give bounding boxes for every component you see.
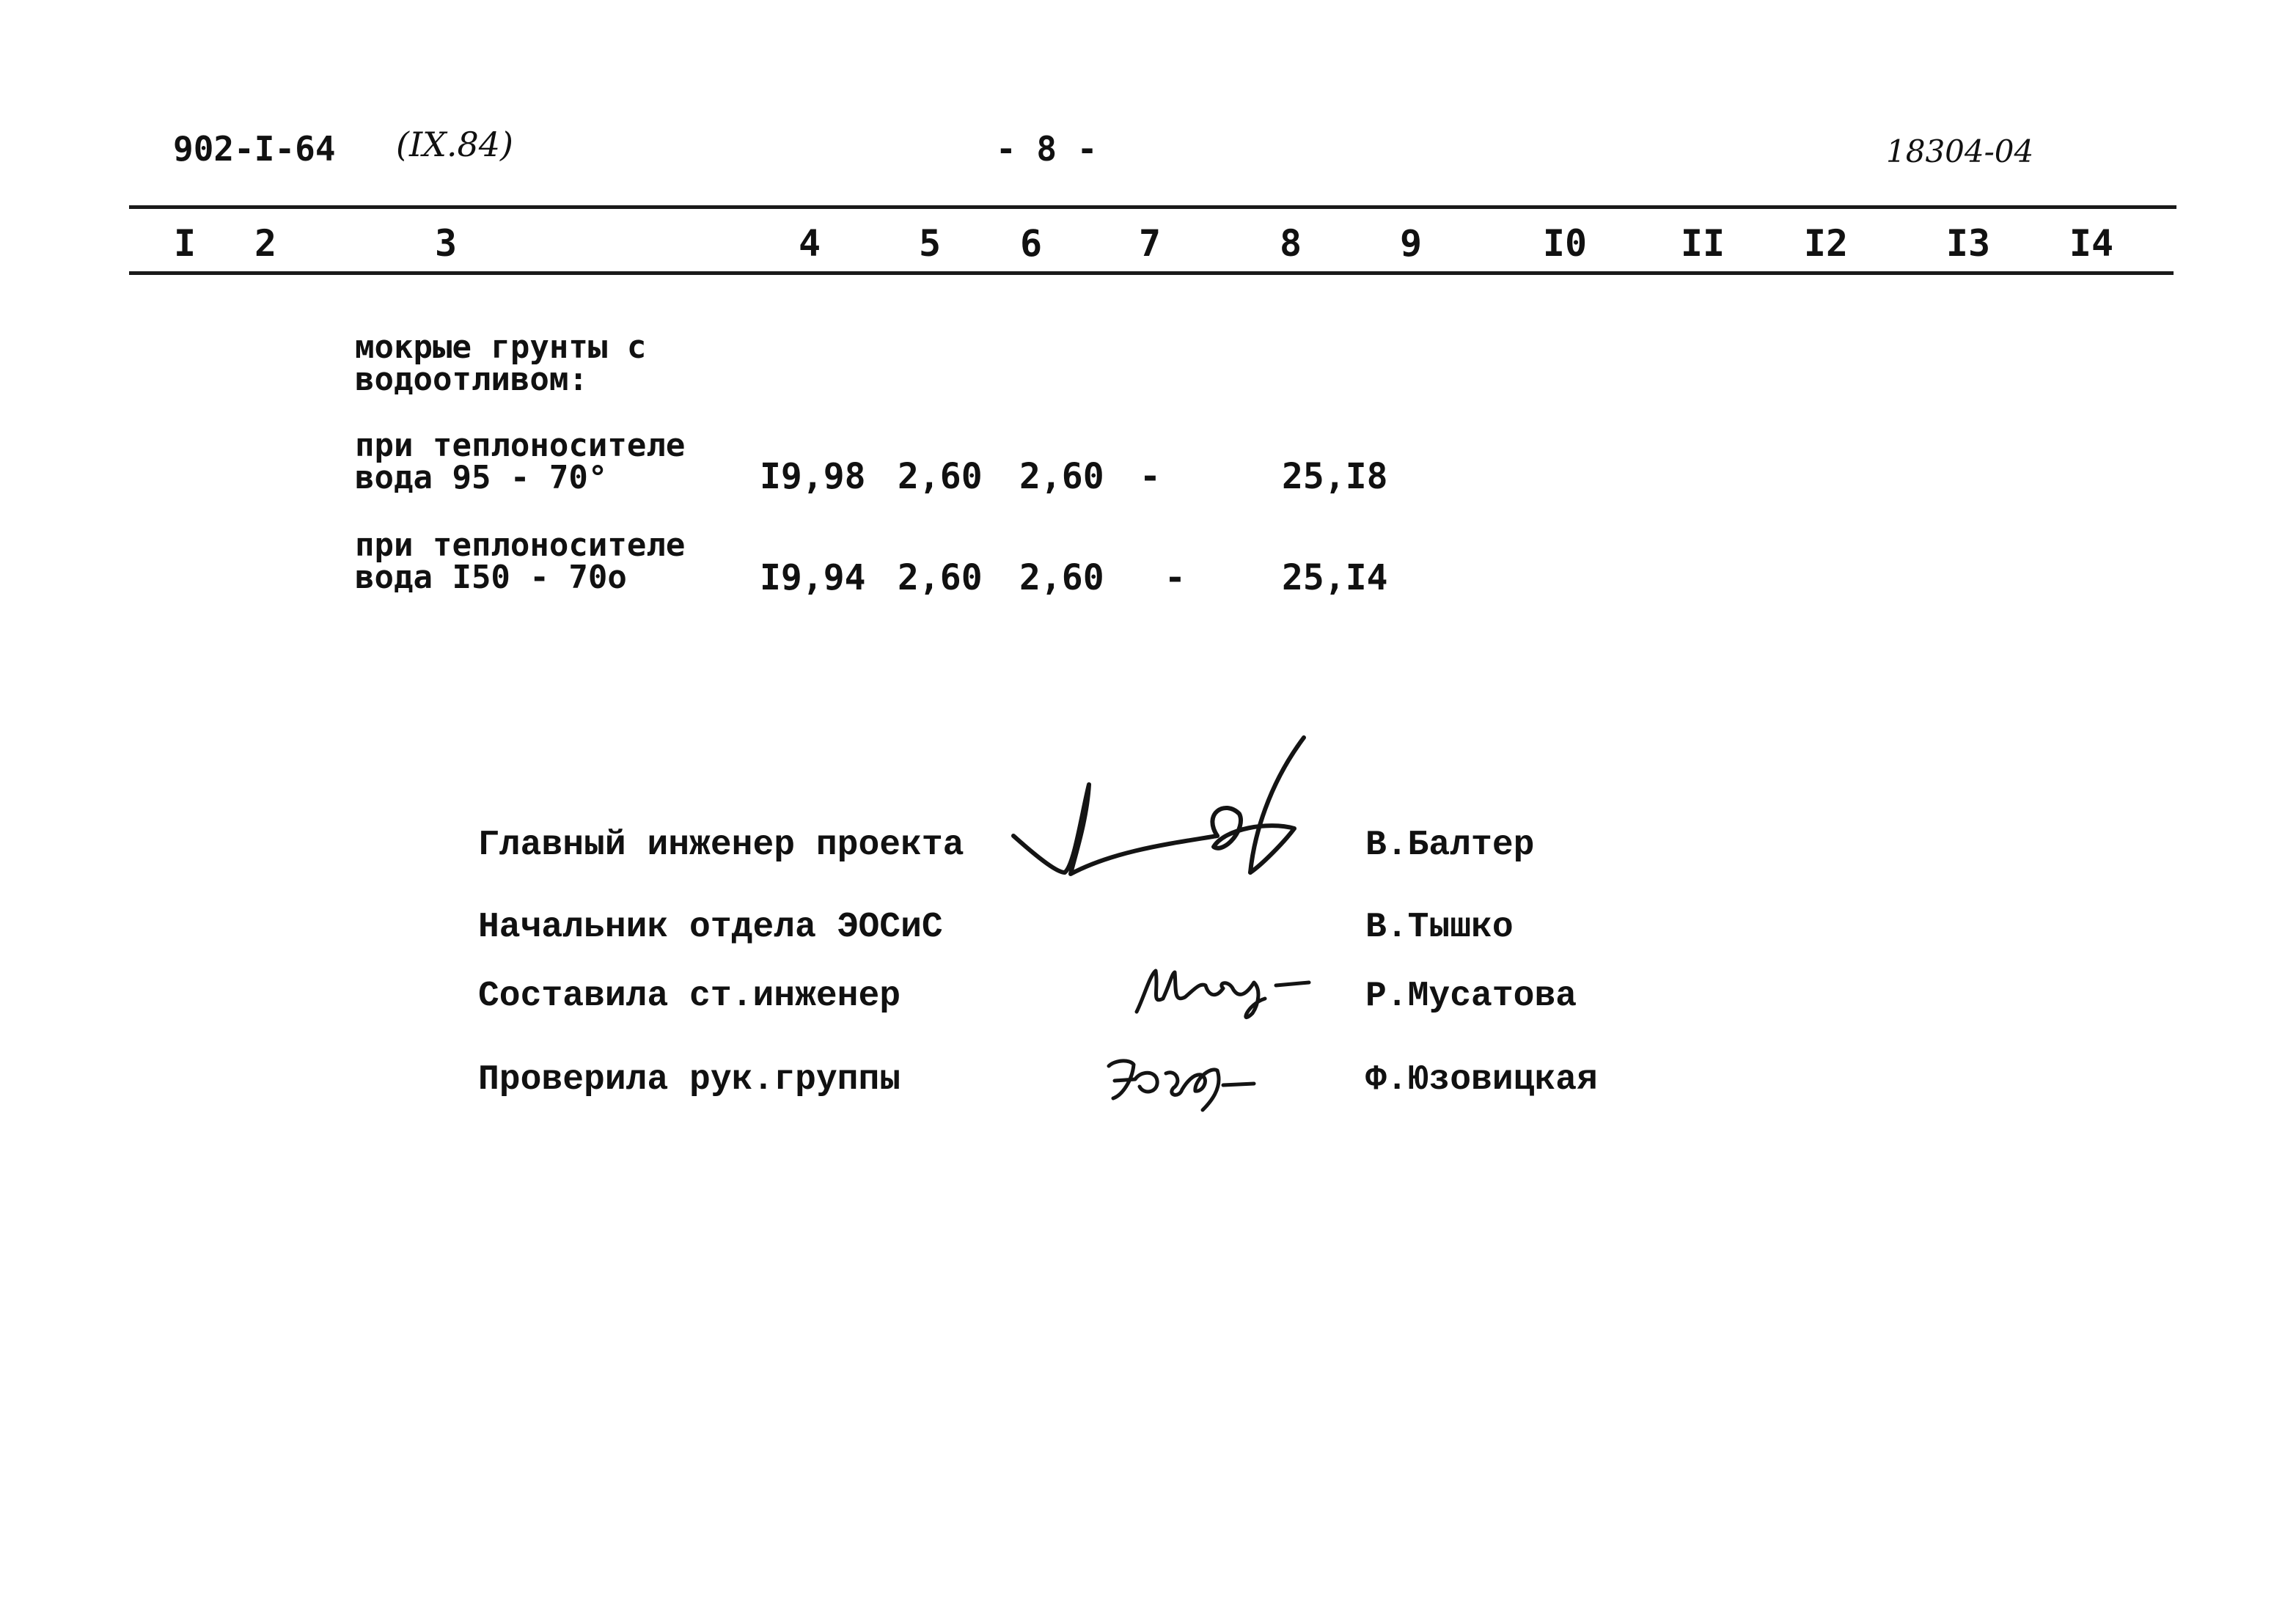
document-date: (IX.84) — [396, 125, 513, 164]
column-number: 9 — [1399, 222, 1423, 265]
row2-label-line2: вода I50 - 70o — [355, 559, 627, 596]
row1-col8: 25,I8 — [1282, 456, 1388, 497]
column-number: 2 — [254, 222, 277, 265]
signature-name-department-head: В.Тышко — [1365, 908, 1514, 947]
row1-col4: I9,98 — [760, 456, 866, 497]
row1-label-line1: при теплоносителе — [355, 427, 686, 464]
row2-col7: - — [1164, 557, 1186, 598]
row1-col5: 2,60 — [898, 456, 983, 497]
column-number: 7 — [1138, 222, 1162, 265]
column-number: I3 — [1945, 222, 1991, 265]
column-number: I0 — [1542, 222, 1588, 265]
column-number: 8 — [1279, 222, 1302, 265]
signature-role-compiler: Составила ст.инженер — [478, 977, 901, 1016]
handwritten-signature-checker — [1100, 1044, 1276, 1117]
signature-role-chief-engineer: Главный инженер проекта — [478, 826, 964, 865]
signature-role-department-head: Начальник отдела ЭОСиС — [478, 908, 943, 947]
page-number: - 8 - — [996, 129, 1098, 169]
row2-col8: 25,I4 — [1282, 557, 1388, 598]
document-code: 902-I-64 — [173, 129, 336, 169]
section-heading-line1: мокрые грунты с — [355, 328, 647, 366]
handwritten-signature-chief-engineer — [1005, 726, 1327, 894]
column-number: 6 — [1019, 222, 1043, 265]
row2-col5: 2,60 — [898, 557, 983, 598]
column-number: 5 — [918, 222, 942, 265]
row1-label-line2: вода 95 - 70° — [355, 459, 608, 496]
column-number: I4 — [2069, 222, 2114, 265]
row2-label-line1: при теплоносителе — [355, 526, 686, 564]
signature-name-compiler: Р.Мусатова — [1365, 977, 1577, 1016]
row1-col6: 2,60 — [1019, 456, 1104, 497]
table-header-rule — [129, 271, 2174, 275]
handwritten-signature-compiler — [1129, 953, 1327, 1034]
signature-name-chief-engineer: В.Балтер — [1365, 826, 1535, 865]
column-number: II — [1680, 222, 1725, 265]
column-number: 3 — [434, 222, 458, 265]
row2-col6: 2,60 — [1019, 557, 1104, 598]
column-number: 4 — [798, 222, 821, 265]
registry-number: 18304-04 — [1886, 133, 2034, 169]
row1-col7: - — [1140, 456, 1161, 497]
signature-role-checker: Проверила рук.группы — [478, 1060, 901, 1100]
table-top-rule — [129, 205, 2176, 209]
column-number: I2 — [1803, 222, 1849, 265]
column-number: I — [173, 222, 197, 265]
signature-name-checker: Ф.Юзовицкая — [1365, 1060, 1598, 1100]
row2-col4: I9,94 — [760, 557, 866, 598]
section-heading-line2: водоотливом: — [355, 361, 588, 398]
